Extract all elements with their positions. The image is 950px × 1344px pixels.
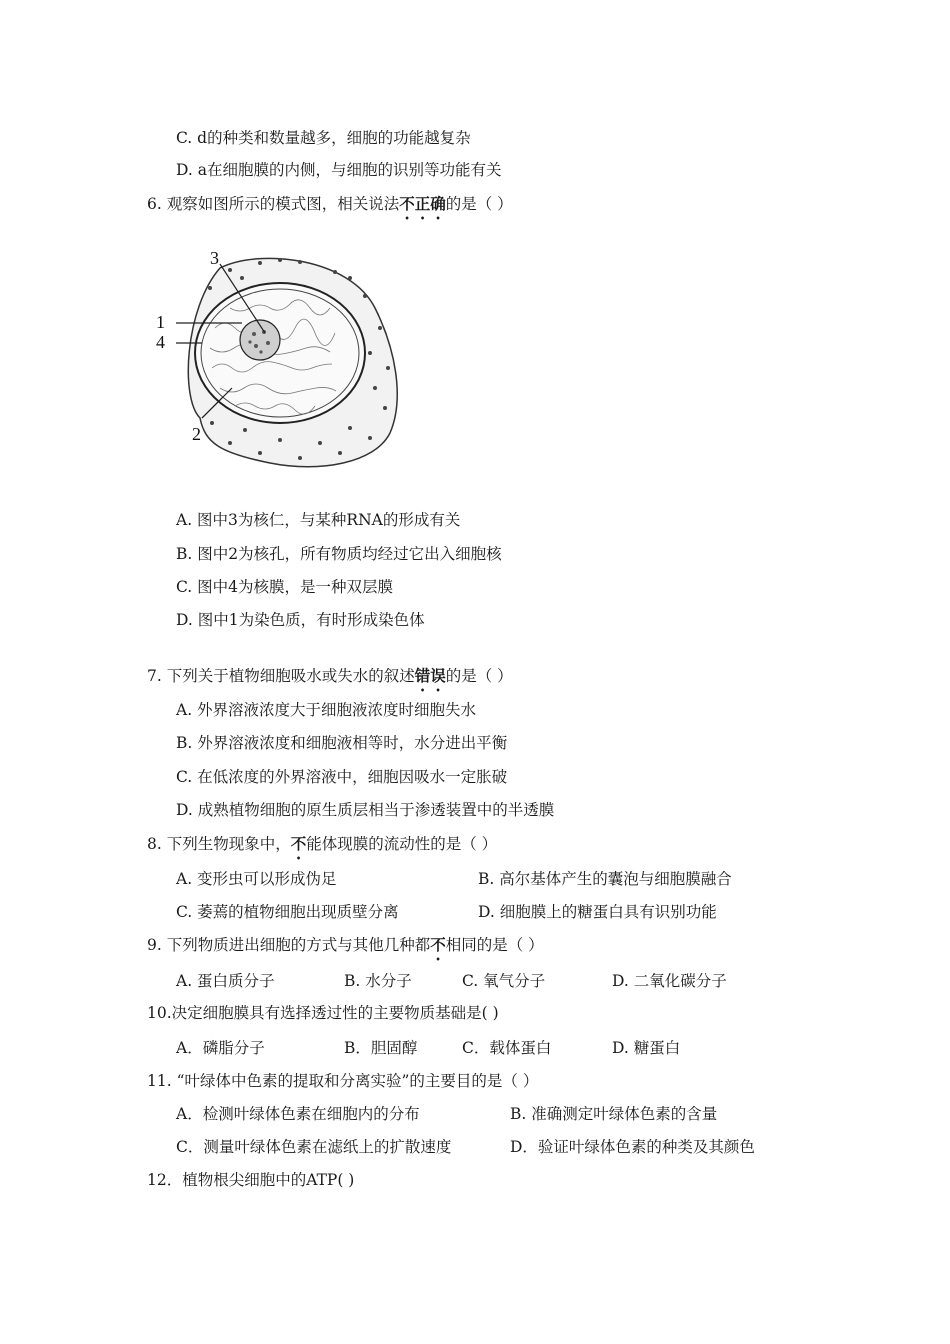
q9-option-b: B. 水分子 — [344, 972, 412, 990]
q9-stem — [147, 935, 544, 964]
q6-stem-pre: 6. 观察如图所示的模式图，相关说法 — [147, 195, 400, 213]
q9-stem-post: 相同的是（ ） — [445, 936, 544, 954]
q6-option-a: A. 图中3为核仁，与某种RNA的形成有关 — [176, 511, 461, 529]
q8-stem-pre: 8. 下列生物现象中， — [147, 835, 291, 853]
q8-stem-post: 能体现膜的流动性的是（ ） — [306, 835, 498, 853]
q6-option-d: D. 图中1为染色质，有时形成染色体 — [176, 611, 425, 629]
q7-option-d: D. 成熟植物细胞的原生质层相当于渗透装置中的半透膜 — [176, 801, 555, 819]
nucleus-diagram — [150, 248, 400, 473]
q10-option-a: A．磷脂分子 — [176, 1039, 265, 1057]
q8-option-c: C. 萎蔫的植物细胞出现质壁分离 — [176, 903, 399, 921]
q6-option-c: C. 图中4为核膜，是一种双层膜 — [176, 578, 394, 596]
q11-option-a: A．检测叶绿体色素在细胞内的分布 — [176, 1105, 420, 1123]
q11-option-b: B. 准确测定叶绿体色素的含量 — [510, 1105, 718, 1123]
q7-option-a: A. 外界溶液浓度大于细胞液浓度时细胞失水 — [176, 701, 477, 719]
nucleus-figure — [150, 248, 400, 473]
q6-option-b: B. 图中2为核孔，所有物质均经过它出入细胞核 — [176, 545, 502, 563]
q8-option-b: B. 高尔基体产生的囊泡与细胞膜融合 — [478, 870, 732, 888]
q7-option-c: C. 在低浓度的外界溶液中，细胞因吸水一定胀破 — [176, 768, 508, 786]
q6-stem — [147, 194, 513, 223]
q8-stem-emphasis: 不 — [290, 834, 307, 853]
q6-stem-post: 的是（ ） — [445, 195, 513, 213]
figure-label-4: 4 — [156, 332, 165, 352]
q7-stem-post: 的是（ ） — [445, 667, 513, 685]
q10-option-c: C．载体蛋白 — [462, 1039, 552, 1057]
figure-label-1: 1 — [156, 312, 165, 332]
figure-label-2: 2 — [192, 424, 201, 444]
q7-stem-emphasis: 错误 — [414, 666, 446, 685]
q6-stem-emphasis: 不正确 — [399, 194, 446, 213]
figure-label-3: 3 — [210, 248, 219, 268]
q5-option-c: C. d的种类和数量越多，细胞的功能越复杂 — [176, 129, 471, 147]
q8-stem — [147, 834, 497, 863]
q10-option-d: D. 糖蛋白 — [612, 1039, 681, 1057]
q11-option-c: C．测量叶绿体色素在滤纸上的扩散速度 — [176, 1138, 452, 1156]
q8-option-d: D. 细胞膜上的糖蛋白具有识别功能 — [478, 903, 717, 921]
q9-option-d: D. 二氧化碳分子 — [612, 972, 727, 990]
q11-option-d: D．验证叶绿体色素的种类及其颜色 — [510, 1138, 755, 1156]
q9-option-a: A. 蛋白质分子 — [176, 972, 275, 990]
q9-stem-pre: 9. 下列物质进出细胞的方式与其他几种都 — [147, 936, 431, 954]
q7-stem — [147, 666, 513, 695]
q9-stem-emphasis: 不 — [430, 935, 446, 954]
q5-option-d: D. a在细胞膜的内侧，与细胞的识别等功能有关 — [176, 161, 502, 179]
q12-stem: 12．植物根尖细胞中的ATP( ) — [147, 1171, 355, 1189]
q11-stem: 11. “叶绿体中色素的提取和分离实验”的主要目的是（ ） — [147, 1072, 539, 1090]
q7-option-b: B. 外界溶液浓度和细胞液相等时，水分进出平衡 — [176, 734, 508, 752]
q7-stem-pre: 7. 下列关于植物细胞吸水或失水的叙述 — [147, 667, 415, 685]
q10-option-b: B．胆固醇 — [344, 1039, 418, 1057]
q10-stem: 10.决定细胞膜具有选择透过性的主要物质基础是( ) — [147, 1004, 499, 1022]
q9-option-c: C. 氧气分子 — [462, 972, 546, 990]
q8-option-a: A. 变形虫可以形成伪足 — [176, 870, 337, 888]
